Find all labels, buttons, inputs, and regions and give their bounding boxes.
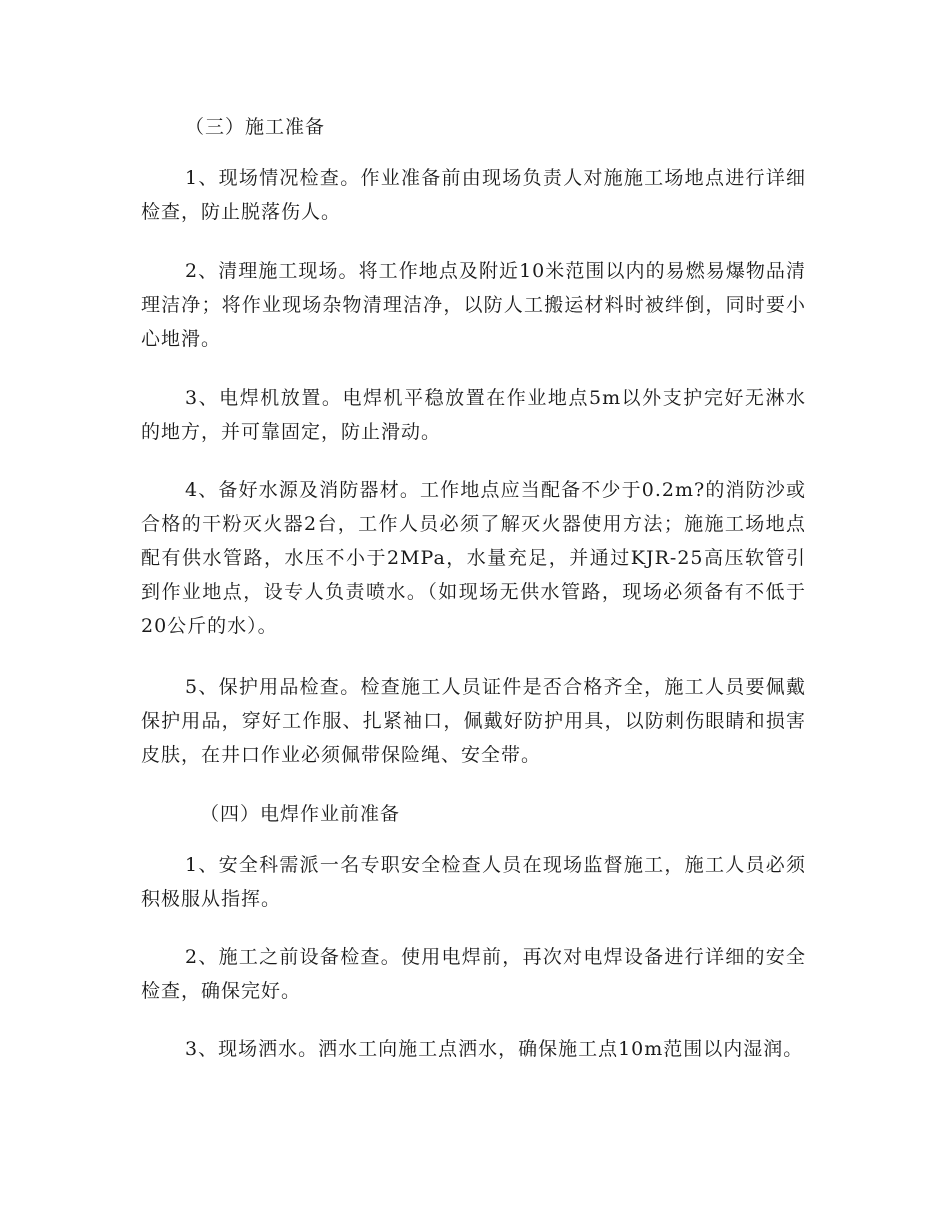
paragraph-3-4: 4、备好水源及消防器材。工作地点应当配备不少于0.2m?的消防沙或合格的干粉灭火器2台，工作人员必须了解灭火器使用方法；施施工场地点配有供水管路，水压不小于2MPa，水量充足，并通过KJR-25高压软管引到作业地点，设专人负责喷水。（如现场无供水管路，现场必须备有不低于20公斤的水）。 — [141, 479, 806, 637]
paragraph-4-2: 2、施工之前设备检查。使用电焊前，再次对电焊设备进行详细的安全检查，确保完好。 — [141, 946, 806, 1002]
paragraph-3-3: 3、电焊机放置。电焊机平稳放置在作业地点5m以外支护完好无淋水的地方，并可靠固定，防止滑动。 — [141, 387, 806, 443]
paragraph-3-2: 2、清理施工现场。将工作地点及附近10米范围以内的易燃易爆物品清理洁净；将作业现场杂物清理洁净，以防人工搬运材料时被绊倒，同时要小心地滑。 — [141, 260, 806, 350]
paragraph-3-5: 5、保护用品检查。检查施工人员证件是否合格齐全，施工人员要佩戴保护用品，穿好工作服、扎紧袖口，佩戴好防护用具，以防刺伤眼睛和损害皮肤，在井口作业必须佩带保险绳、安全带。 — [141, 676, 806, 766]
paragraph-4-1: 1、安全科需派一名专职安全检查人员在现场监督施工，施工人员必须积极服从指挥。 — [141, 854, 806, 910]
paragraph-4-3: 3、现场洒水。洒水工向施工点洒水，确保施工点10m范围以内湿润。 — [185, 1038, 804, 1060]
paragraph-3-1: 1、现场情况检查。作业准备前由现场负责人对施施工场地点进行详细检查，防止脱落伤人。 — [141, 167, 806, 223]
section-heading-4: （四）电焊作业前准备 — [200, 803, 401, 825]
section-heading-3: （三）施工准备 — [185, 116, 326, 138]
